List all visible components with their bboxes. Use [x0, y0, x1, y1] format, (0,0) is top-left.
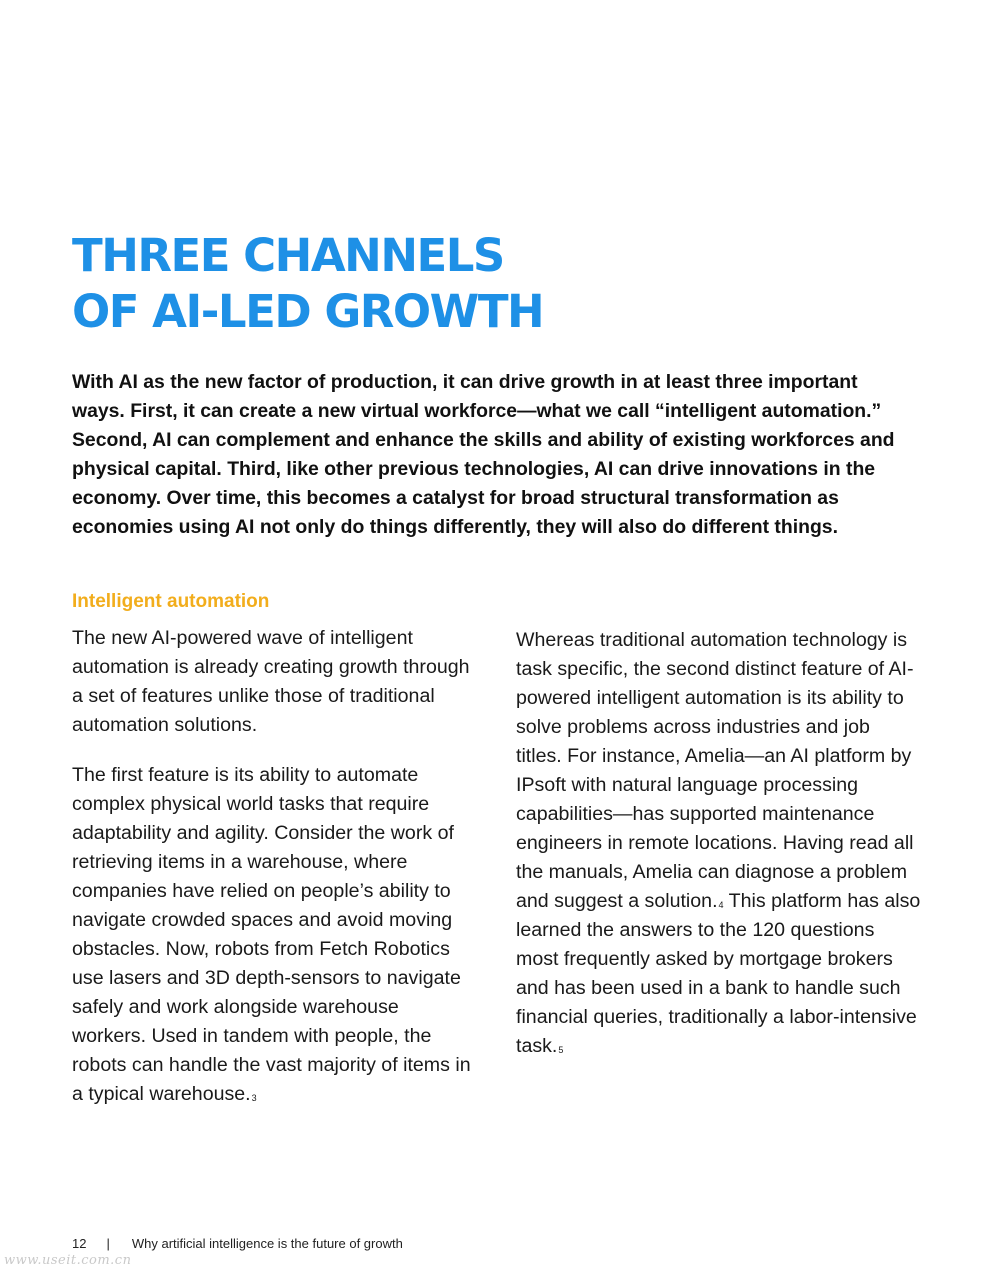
left-column [72, 624, 472, 1130]
left-paragraph-2-text: The first feature is its ability to automate complex physical world tasks that require adaptability and agility. Consider the work of retrieving items in a warehouse, where companies have relied on people’s ability to navigate crowded spaces and avoid moving obstacles. Now, robots from Fetch Robotics use lasers and 3D depth-sensors to navigate safely and work alongside warehouse workers. Used in tandem with people, the robots can handle the vast majority of items in a typical warehouse. [72, 764, 471, 1105]
footnote-ref-3[interactable]: 3 [251, 1093, 257, 1103]
page-footer [72, 1235, 403, 1253]
page-title-line-1: THREE CHANNELS [72, 229, 504, 282]
right-paragraph-1 [516, 626, 921, 1061]
footnote-ref-5[interactable]: 5 [558, 1045, 564, 1055]
watermark: www.useit.com.cn [4, 1253, 132, 1268]
right-paragraph-1-text-a: Whereas traditional automation technology is task specific, the second distinct feature of AI-powered intelligent automation is its ability to solve problems across industries and job titles. For instance, Amelia—an AI platform by IPsoft with natural language processing capabilities—has supported maintenance engineers in remote locations. Having read all the manuals, Amelia can diagnose a problem and suggest a solution. [516, 629, 914, 912]
left-paragraph-1 [72, 624, 472, 740]
left-paragraph-1-text: The new AI-powered wave of intelligent automation is already creating growth through a set of features unlike those of traditional automation solutions. [72, 627, 470, 736]
intro-paragraph: With AI as the new factor of production, it can drive growth in at least three important ways. First, it can create a new virtual workforce—what we call “intelligent automation.” Second, AI can complement and enhance the skills and ability of existing workforces and physical capital. Third, like other previous technologies, AI can drive innovations in the economy. Over time, this becomes a catalyst for broad structural transformation as economies using AI not only do things differently, they will also do different things. [72, 371, 895, 538]
footer-separator: | [106, 1236, 110, 1251]
page-title [72, 228, 543, 340]
page-title-line-2: OF AI-LED GROWTH [72, 285, 544, 338]
left-paragraph-2 [72, 761, 472, 1109]
right-paragraph-1-text-b: This platform has also learned the answers to the 120 questions most frequently asked by mortgage brokers and has been used in a bank to handle such financial queries, traditionally a labor-intensive task. [516, 890, 921, 1057]
right-column [516, 626, 921, 1082]
footnote-ref-4[interactable]: 4 [718, 900, 724, 910]
footer-document-title: Why artificial intelligence is the future of growth [131, 1236, 403, 1251]
page-number: 12 [72, 1236, 87, 1251]
section-heading: Intelligent automation [72, 591, 270, 612]
